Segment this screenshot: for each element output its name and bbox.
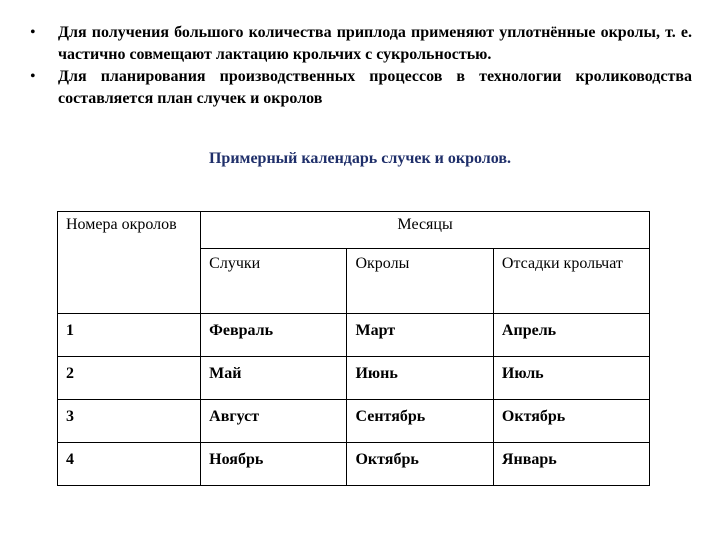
header-numbers-cont — [58, 249, 201, 314]
bullet-marker: • — [30, 24, 36, 41]
cell-weaning: Апрель — [493, 314, 649, 357]
cell-weaning: Октябрь — [493, 400, 649, 443]
table-header-row — [58, 212, 650, 249]
cell-weaning: Январь — [493, 443, 649, 486]
cell-kindling: Март — [347, 314, 493, 357]
header-months: Месяцы — [201, 212, 650, 249]
bullet-list — [30, 22, 692, 110]
bullet-item — [30, 22, 692, 66]
table-row — [58, 314, 650, 357]
cell-mating: Август — [201, 400, 347, 443]
cell-mating: Май — [201, 357, 347, 400]
table-caption: Примерный календарь случек и окролов. — [208, 150, 512, 167]
cell-number: 2 — [58, 357, 201, 400]
cell-number: 4 — [58, 443, 201, 486]
header-numbers: Номера окролов — [58, 212, 201, 249]
bullet-item — [30, 66, 692, 110]
calendar-table — [57, 211, 650, 486]
table-subheader-row — [58, 249, 650, 314]
table-row — [58, 357, 650, 400]
cell-number: 1 — [58, 314, 201, 357]
cell-kindling: Октябрь — [347, 443, 493, 486]
bullet-text: Для планирования производственных процессов в технологии кролиководства составляется план случек и окролов — [58, 68, 692, 107]
bullet-marker: • — [30, 68, 36, 85]
table-row — [58, 443, 650, 486]
cell-number: 3 — [58, 400, 201, 443]
table-row — [58, 400, 650, 443]
subheader-weaning: Отсадки крольчат — [493, 249, 649, 314]
cell-mating: Февраль — [201, 314, 347, 357]
cell-kindling: Сентябрь — [347, 400, 493, 443]
subheader-mating: Случки — [201, 249, 347, 314]
cell-kindling: Июнь — [347, 357, 493, 400]
cell-weaning: Июль — [493, 357, 649, 400]
subheader-kindling: Окролы — [347, 249, 493, 314]
bullet-text: Для получения большого количества приплода применяют уплотнённые окролы, т. е. частично совмещают лактацию крольчих с сукрольностью. — [58, 24, 692, 63]
cell-mating: Ноябрь — [201, 443, 347, 486]
